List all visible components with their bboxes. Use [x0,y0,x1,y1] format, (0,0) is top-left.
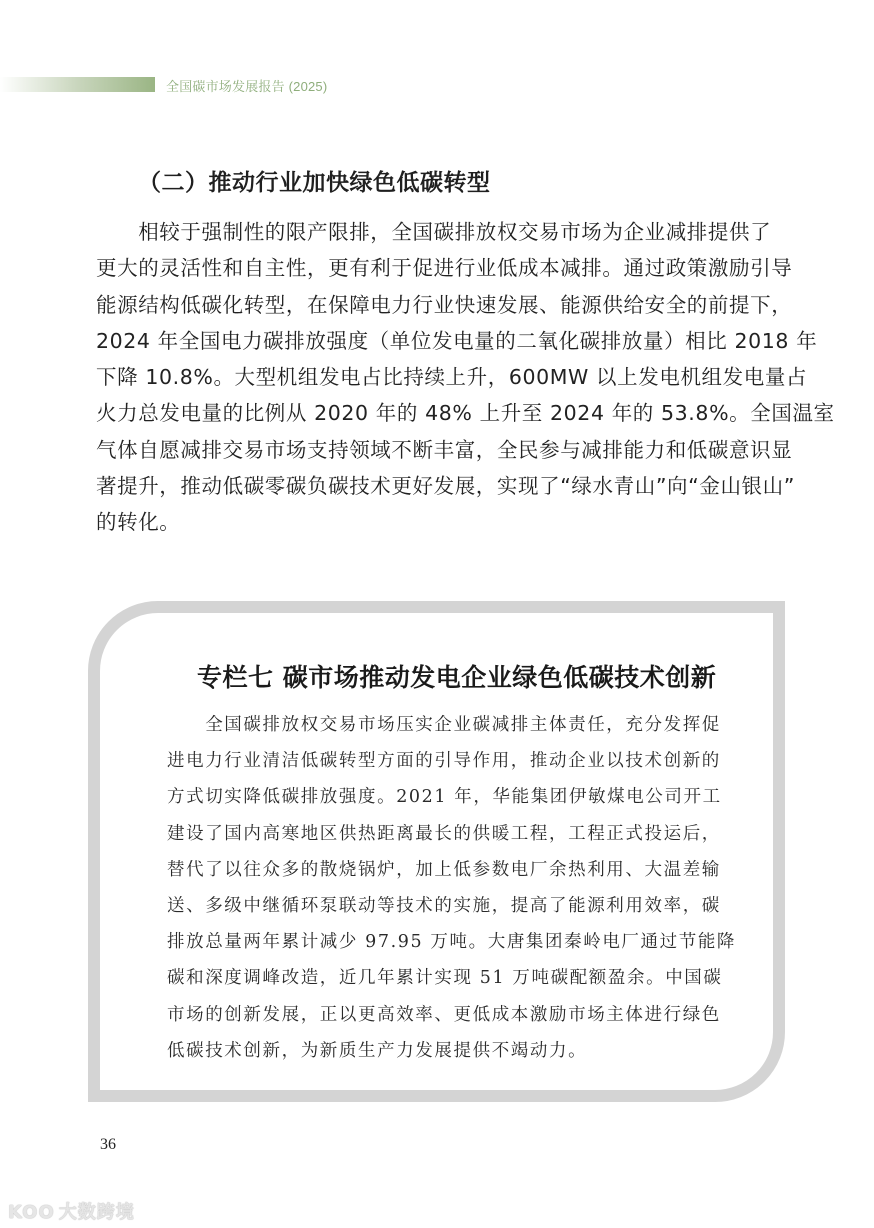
box-line: 建设了国内高寒地区供热距离最长的供暖工程，工程正式投运后， [167,823,721,844]
box-line: 送、多级中继循环泵联动等技术的实施，提高了能源利用效率，碳 [167,895,721,916]
watermark-logo-icon: KOO [8,1202,55,1223]
main-paragraph [96,214,835,541]
box-line: 碳和深度调峰改造，近几年累计实现 51 万吨碳配额盈余。中国碳 [167,968,723,989]
paragraph-line: 相较于强制性的限产限排，全国碳排放权交易市场为企业减排提供了 [96,220,772,244]
sidebar-box-title: 专栏七 碳市场推动发电企业绿色低碳技术创新 [197,663,717,692]
watermark [8,1198,135,1224]
page-number: 36 [100,1136,116,1153]
box-line: 市场的创新发展，正以更高效率、更低成本激励市场主体进行绿色 [167,1004,721,1025]
paragraph-line: 下降 10.8%。大型机组发电占比持续上升，600MW 以上发电机组发电量占 [96,365,808,390]
box-line: 替代了以往众多的散烧锅炉，加上低参数电厂余热利用、大温差输 [167,859,721,880]
paragraph-line: 2024 年全国电力碳排放强度（单位发电量的二氧化碳排放量）相比 2018 年 [96,328,818,353]
box-line: 方式切实降低碳排放强度。2021 年，华能集团伊敏煤电公司开工 [167,787,722,808]
report-title: 全国碳市场发展报告 (2025) [166,79,328,94]
box-line: 低碳技术创新，为新质生产力发展提供不竭动力。 [167,1040,588,1061]
paragraph-line: 气体自愿减排交易市场支持领域不断丰富，全民参与减排能力和低碳意识显 [96,437,793,462]
sidebar-box [88,601,785,1102]
box-line: 进电力行业清洁低碳转型方面的引导作用，推动企业以技术创新的 [167,751,721,772]
paragraph-line: 更大的灵活性和自主性，更有利于促进行业低成本减排。通过政策激励引导 [96,256,793,281]
paragraph-line: 著提升，推动低碳零碳负碳技术更好发展，实现了“绿水青山”向“金山银山” [96,474,795,499]
paragraph-line: 的转化。 [96,510,181,535]
paragraph-line: 火力总发电量的比例从 2020 年的 48% 上升至 2024 年的 53.8%。全国温室 [96,401,835,426]
paragraph-line: 能源结构低碳化转型，在保障电力行业快速发展、能源供给安全的前提下， [96,292,793,317]
section-heading: （二）推动行业加快绿色低碳转型 [138,170,491,196]
box-line: 全国碳排放权交易市场压实企业碳减排主体责任，充分发挥促 [167,715,721,735]
watermark-text: 大数跨境 [58,1202,135,1223]
sidebar-box-body [167,707,747,1069]
header-gradient-bar [0,77,155,92]
box-line: 排放总量两年累计减少 97.95 万吨。大唐集团秦岭电厂通过节能降 [167,932,737,953]
